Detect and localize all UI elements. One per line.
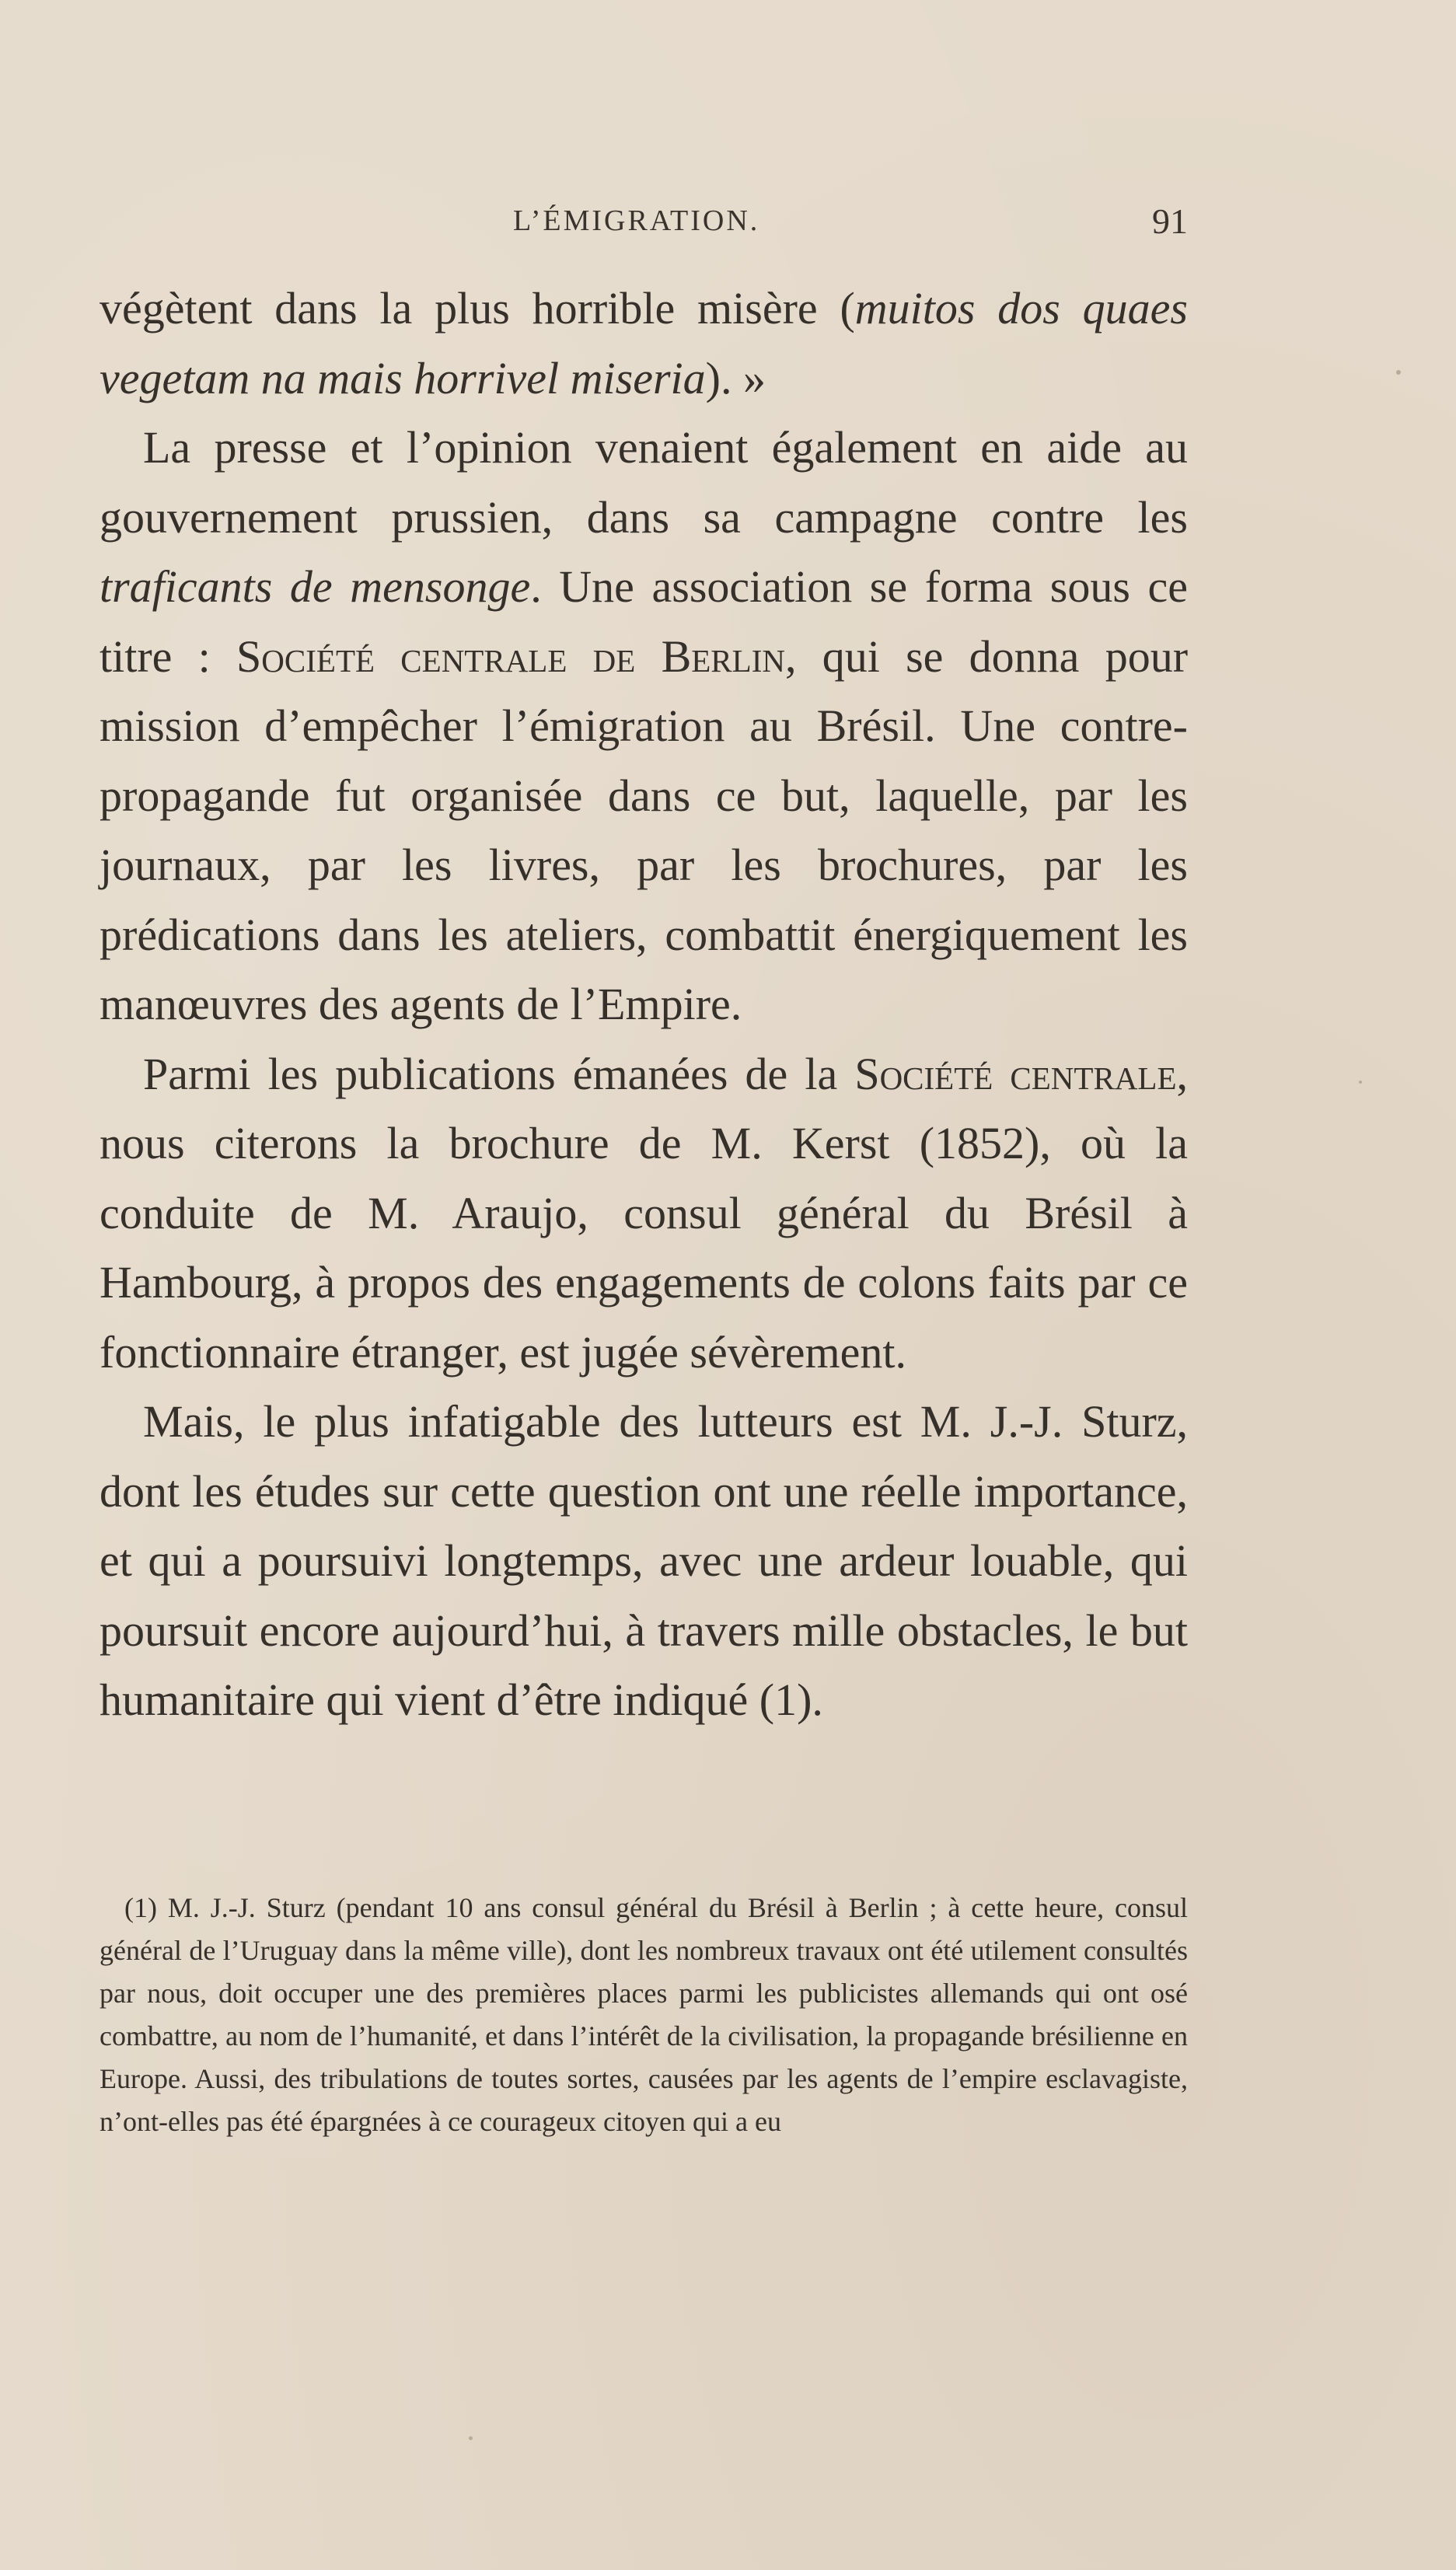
p3-text-2: , nous citerons la brochure de M. Kerst (1852), où la conduite de M. Araujo, consul général du Brésil à Hambourg, à propos des engagements de colons faits par ce fonctionnaire étranger, est jugée sévèrement.: [100, 1048, 1188, 1378]
p2-small-caps: Société centrale de Berlin: [236, 630, 785, 682]
p3-small-caps: Société centrale: [854, 1048, 1177, 1099]
p2-italic: traficants de mensonge: [100, 561, 531, 612]
paper-speck: [469, 2436, 473, 2440]
paper-speck: [1396, 370, 1401, 375]
main-text: [100, 274, 1188, 1735]
p1-italic-quote: muitos dos quaes vegetam na mais horrivel miseria: [100, 283, 1188, 403]
p1-text-1: végètent dans la plus horrible misère (: [100, 283, 855, 333]
paragraph-4: [100, 1387, 1188, 1735]
p2-text-2: . Une association se forma sous ce titre :: [100, 561, 1188, 682]
paragraph-3: [100, 1039, 1188, 1388]
page-header: [100, 201, 1188, 250]
p2-text-1: La presse et l’opinion venaient également en aide au gouvernement prussien, dans sa campagne contre les: [100, 422, 1188, 543]
p3-text-1: Parmi les publications émanées de la: [143, 1048, 855, 1099]
p2-text-3: , qui se donna pour mission d’empêcher l’émigration au Brésil. Une contre-propagande fut organisée dans ce but, laquelle, par les journaux, par les livres, par les brochures, par les prédications dans les ateliers, combattit énergiquement les manœuvres des agents de l’Empire.: [100, 630, 1189, 1029]
p1-text-2: ). »: [705, 352, 766, 403]
footnote: [100, 1887, 1188, 2143]
paragraph-1: [100, 274, 1188, 413]
p4-text-1: Mais, le plus infatigable des lutteurs est M. J.-J. Sturz, dont les études sur cette question ont une réelle importance, et qui a poursuivi longtemps, avec une ardeur louable, qui poursuit encore aujourd’hui, à travers mille obstacles, le but humanitaire qui vient d’être indiqué (1).: [100, 1396, 1188, 1725]
page-number: 91: [1152, 201, 1188, 241]
paper-speck: [1359, 1081, 1362, 1084]
footnote-text: (1) M. J.-J. Sturz (pendant 10 ans consul général du Brésil à Berlin ; à cette heure, consul général de l’Uruguay dans la même ville), dont les nombreux travaux ont été utilement consultés par nous, doit occuper une des premières places parmi les publicistes allemands qui ont osé combattre, au nom de l’humanité, et dans l’intérêt de la civilisation, la propagande brésilienne en Europe. Aussi, des tribulations de toutes sortes, causées par les agents de l’empire esclavagiste, n’ont-elles pas été épargnées à ce courageux citoyen qui a eu: [100, 1892, 1188, 2137]
paragraph-2: [100, 413, 1188, 1039]
running-title: L’ÉMIGRATION.: [513, 204, 760, 237]
